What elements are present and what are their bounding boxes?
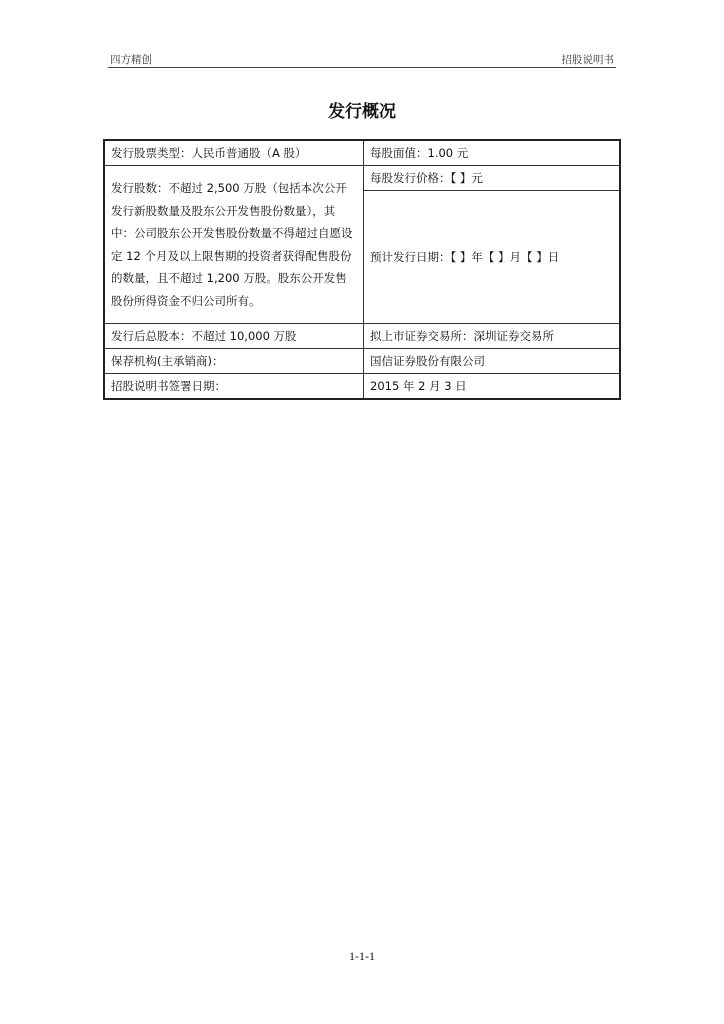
signing-date-value-cell: 2015 年 2 月 3 日 [364, 374, 621, 400]
total-shares-cell: 发行后总股本：不超过 10,000 万股 [104, 324, 364, 349]
share-type-cell: 发行股票类型：人民币普通股（A 股） [104, 140, 364, 166]
exchange-cell: 拟上市证券交易所：深圳证券交易所 [364, 324, 621, 349]
signing-date-label-cell: 招股说明书签署日期： [104, 374, 364, 400]
table-row [104, 140, 620, 166]
table-row [104, 166, 620, 191]
header-divider [108, 67, 616, 68]
share-count-cell: 发行股数：不超过 2,500 万股（包括本次公开发行新股数量及股东公开发售股份数量），其中：公司股东公开发售股份数量不得超过自愿设定 12 个月及以上限售期的投资者获得配售股份的数量，且不超过 1,200 万股。股东公开发售股份所得资金不归公司所有。 [104, 166, 364, 324]
par-value-cell: 每股面值：1.00 元 [364, 140, 621, 166]
issuance-overview-table [103, 139, 621, 400]
table-row [104, 349, 620, 374]
table-row [104, 374, 620, 400]
page-title: 发行概况 [328, 102, 396, 122]
sponsor-value-cell: 国信证券股份有限公司 [364, 349, 621, 374]
header-company-name: 四方精创 [110, 54, 152, 66]
sponsor-label-cell: 保荐机构(主承销商)： [104, 349, 364, 374]
issue-price-cell: 每股发行价格：【 】元 [364, 166, 621, 191]
table-row [104, 324, 620, 349]
header-document-type: 招股说明书 [561, 54, 614, 66]
issue-date-cell: 预计发行日期：【 】年【 】月【 】日 [364, 191, 621, 324]
page-number: 1-1-1 [349, 949, 375, 963]
